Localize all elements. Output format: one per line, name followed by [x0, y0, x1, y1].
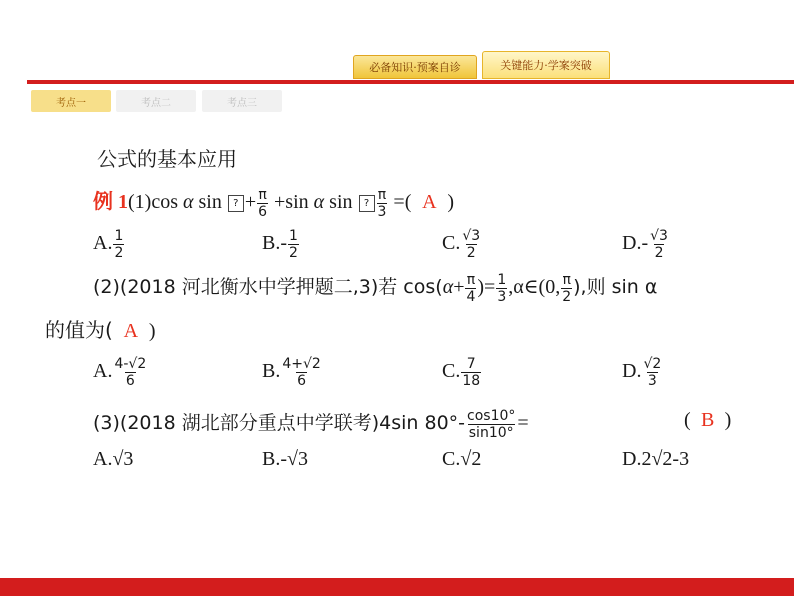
q3-choice-a: A.√3 [93, 448, 134, 470]
answer-q3: B [701, 409, 715, 431]
tab-required-knowledge[interactable]: 必备知识·预案自诊 [353, 55, 477, 79]
fraction: $\frac{\pi}{6}$ [258, 187, 268, 220]
glyph-box-icon: ? [359, 195, 375, 212]
section-title: 公式的基本应用 [97, 147, 237, 171]
answer-q1: A [422, 191, 437, 214]
q1-choice-c: C. $\frac{√3}{2}$ [442, 228, 481, 261]
q1-choice-d: D.- $\frac{√3}{2}$ [622, 228, 668, 261]
q1-choice-b: B.- $\frac{1}{2}$ [262, 228, 298, 261]
fraction: $\frac{\pi}{3}$ [377, 187, 387, 220]
header-divider [27, 80, 794, 84]
q3-answer-bracket: ( B ) [684, 409, 732, 431]
tab-key-ability[interactable]: 关键能力·学案突破 [482, 51, 610, 79]
q1-stem: 例 1(1)cos α sin ? + $\frac{\pi}{6}$ +sin α sin ? $\frac{\pi}{3}$ =( A ) [93, 187, 455, 220]
q2-choice-c: C. $\frac{7}{18}$ [442, 356, 481, 389]
tab-kaodian-1[interactable]: 考点一 [31, 90, 111, 112]
q3-choice-c: C.√2 [442, 448, 482, 470]
q2-choice-a: A. $\frac{4-√2}{6}$ [93, 356, 147, 389]
q3-stem: (3)(2018 湖北部分重点中学联考)4sin 80°- $\frac{\cos 10^\circ}{\sin 10^\circ}$ = [93, 408, 529, 441]
tab-kaodian-3[interactable]: 考点三 [202, 90, 282, 112]
q3-choice-d: D.2√2-3 [622, 448, 690, 470]
q1-choice-a: A. $\frac{1}{2}$ [93, 228, 124, 261]
q2-stem-line2: 的值为( A ) [45, 318, 156, 342]
q2-choice-d: D. $\frac{√2}{3}$ [622, 356, 662, 389]
footer-bar [0, 578, 794, 596]
glyph-box-icon: ? [228, 195, 244, 212]
answer-q2: A [123, 320, 139, 342]
q2-choice-b: B. $\frac{4+√2}{6}$ [262, 356, 321, 389]
tab-kaodian-2[interactable]: 考点二 [116, 90, 196, 112]
q3-choice-b: B.-√3 [262, 448, 308, 470]
q2-stem: (2)(2018 河北衡水中学押题二,3)若 cos(α+ $\frac{\pi}{4}$ )= $\frac{1}{3}$ ,α∈(0, $\frac{\pi}{2}$ ),则 sin α [93, 272, 658, 305]
example-label: 例 1 [93, 191, 128, 214]
